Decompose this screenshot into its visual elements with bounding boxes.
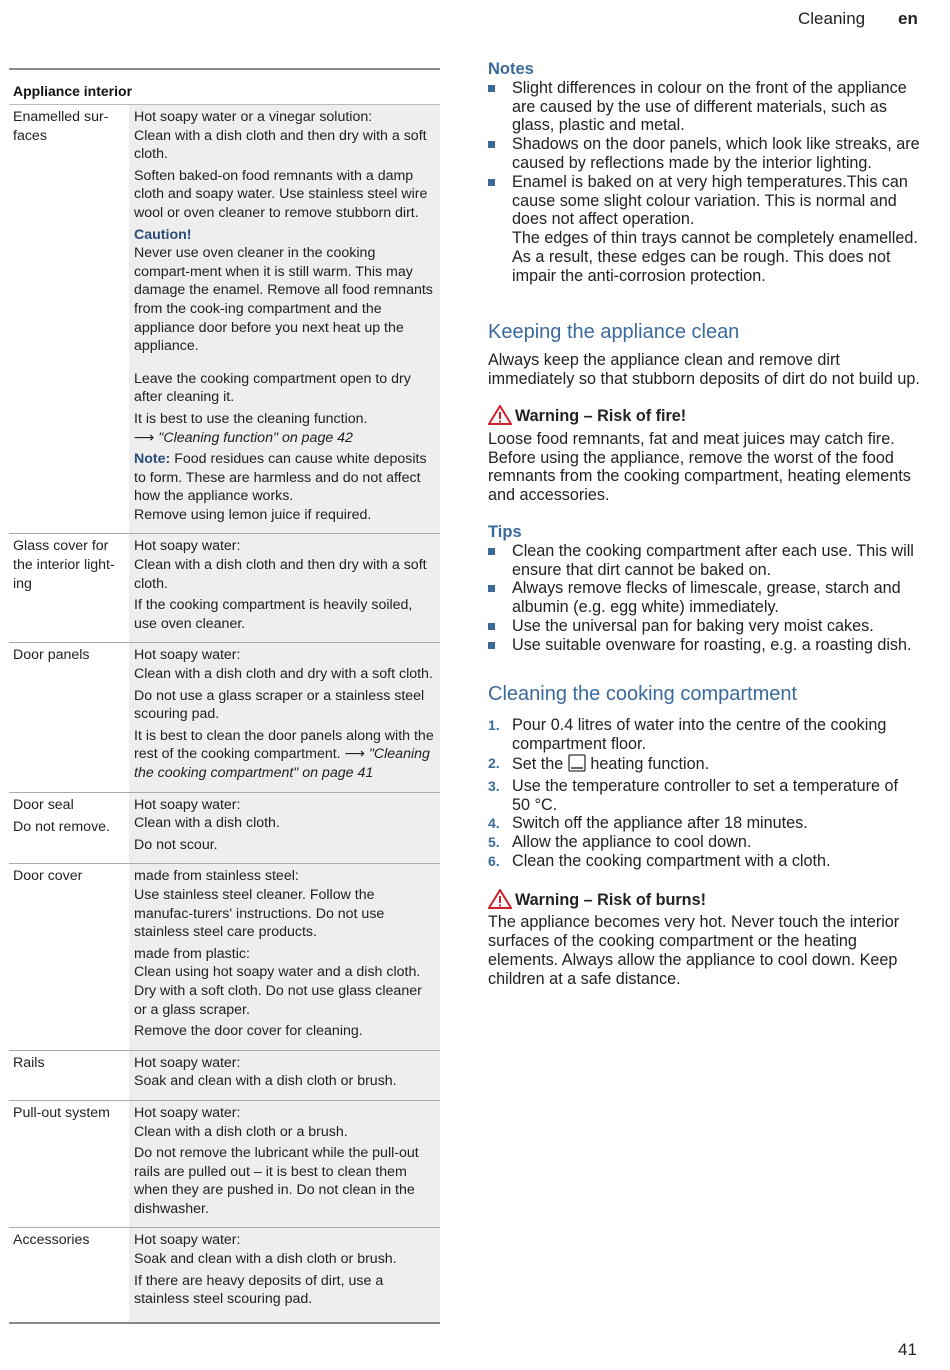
cell-text: Do not scour. xyxy=(134,836,218,853)
cell-text: Hot soapy water or a vinegar solution: Clean with a dish cloth and then dry with a soft cloth. xyxy=(134,109,427,163)
header-section-title: Cleaning xyxy=(798,9,866,28)
table-row xyxy=(9,793,440,865)
row-label: Door cover xyxy=(13,868,83,885)
cell-text: Do not remove the lubricant while the pull-out rails are pulled out – it is best to clean them when they are pushed in. Do not clean in the dishwasher. xyxy=(134,1145,419,1217)
row-label: Pull-out system xyxy=(13,1104,110,1121)
cell-text: If there are heavy deposits of dirt, use a stainless steel scouring pad. xyxy=(134,1272,384,1308)
bullet-icon xyxy=(488,585,495,592)
cell-text: made from plastic: Clean using hot soapy water and a dish cloth. Dry with a soft cloth. Do not use glass cleaner or a glass scraper. xyxy=(134,945,422,1018)
warning-icon xyxy=(488,405,512,430)
cell-text: made from stainless steel: Use stainless steel cleaner. Follow the manufac-turers' instructions. Do not use stainless steel care products. xyxy=(134,868,385,941)
cell-text: It is best to use the cleaning function. xyxy=(134,410,368,427)
list-item: Always remove flecks of limescale, grease, starch and albumin (e.g. egg white) immediately. xyxy=(488,579,920,617)
bullet-icon xyxy=(488,548,495,555)
section-heading-cleaning: Cleaning the cooking compartment xyxy=(488,682,798,705)
table-row xyxy=(9,864,440,1050)
cell-text: Hot soapy water: Soak and clean with a dish cloth or brush. xyxy=(134,1054,397,1090)
row-label: Enamelled sur-faces xyxy=(13,109,109,144)
arrow-right-icon: ⟶ xyxy=(344,746,365,763)
row-label: Door seal xyxy=(13,796,74,813)
keeping-text: Always keep the appliance clean and remove dirt immediately so that stubborn deposits of dirt do not build up. xyxy=(488,351,920,389)
table-row xyxy=(9,1228,440,1323)
row-label: Rails xyxy=(13,1054,45,1071)
list-item: 3. Use the temperature controller to set a temperature of 50 °C. xyxy=(488,776,898,814)
list-item: Shadows on the door panels, which look like streaks, are caused by reflections made by the interior lighting. xyxy=(488,135,920,173)
bullet-icon xyxy=(488,141,495,148)
steps-list xyxy=(488,716,920,870)
row-sublabel: Do not remove. xyxy=(13,818,110,835)
cell-text: Hot soapy water: Soak and clean with a dish cloth or brush. xyxy=(134,1232,397,1268)
cell-text: Remove using lemon juice if required. xyxy=(134,506,372,523)
caution-label: Caution! xyxy=(134,226,192,243)
cell-text: Hot soapy water: Clean with a dish cloth and then dry with a soft cloth. xyxy=(134,538,427,592)
list-item: Use the universal pan for baking very moist cakes. xyxy=(488,617,920,636)
list-item: 5. Allow the appliance to cool down. xyxy=(488,833,752,852)
row-label: Accessories xyxy=(13,1232,90,1249)
bottom-heat-icon xyxy=(568,754,586,777)
burn-warning-title: Warning – Risk of burns! xyxy=(488,889,920,914)
cell-text: Hot soapy water: Clean with a dish cloth. xyxy=(134,796,280,832)
warning-icon xyxy=(488,889,512,914)
cross-reference-link[interactable]: ⟶ "Cleaning function" on page 42 xyxy=(134,429,353,446)
arrow-right-icon: ⟶ xyxy=(134,429,155,446)
list-item: 1. Pour 0.4 litres of water into the centre of the cooking compartment floor. xyxy=(488,716,887,754)
list-item: Clean the cooking compartment after each use. This will ensure that dirt cannot be baked on. xyxy=(488,542,920,580)
list-item: Use suitable ovenware for roasting, e.g. a roasting dish. xyxy=(488,636,920,655)
notes-title: Notes xyxy=(488,60,534,78)
bullet-icon xyxy=(488,179,495,186)
table-row xyxy=(9,105,440,534)
table-row xyxy=(9,534,440,643)
tips-list xyxy=(488,542,920,655)
cell-text: It is best to clean the door panels along with the rest of the cooking compartment. ⟶ "Cleaning the cooking compartment" on page 41 xyxy=(134,727,434,781)
tips-title: Tips xyxy=(488,522,522,541)
cell-text: Leave the cooking compartment open to dry after cleaning it. xyxy=(134,370,411,406)
fire-warning-title: Warning – Risk of fire! xyxy=(488,405,920,430)
cross-reference-link[interactable]: ⟶ "Cleaning the cooking compartment" on page 41 xyxy=(134,746,430,781)
cell-text: Remove the door cover for cleaning. xyxy=(134,1023,363,1040)
notes-list xyxy=(488,79,920,286)
bullet-icon xyxy=(488,85,495,92)
list-item: 4. Switch off the appliance after 18 minutes. xyxy=(488,814,808,833)
table-title: Appliance interior xyxy=(9,70,440,105)
table-row xyxy=(9,643,440,792)
row-label: Glass cover for the interior light-ing xyxy=(13,538,115,593)
section-heading-keeping: Keeping the appliance clean xyxy=(488,320,740,343)
burn-warning-text: The appliance becomes very hot. Never touch the interior surfaces of the cooking compartment or the heating elements. Always allow the appliance to cool down. Keep children at a safe distance. xyxy=(488,913,900,988)
bullet-icon xyxy=(488,623,495,630)
row-label: Door panels xyxy=(13,647,90,664)
page-number: 41 xyxy=(898,1340,917,1359)
header-language: en xyxy=(898,9,918,28)
bullet-icon xyxy=(488,642,495,649)
list-item: 6. Clean the cooking compartment with a cloth. xyxy=(488,851,831,870)
cell-text: Never use oven cleaner in the cooking compart-ment when it is still warm. This may damage the enamel. Remove all food remnants from the cook-ing compartment and the appliance door before you next heat up the appliance. xyxy=(134,245,433,355)
cell-text: Do not use a glass scraper or a stainless steel scouring pad. xyxy=(134,687,425,723)
list-item: 2. Set the heating function. xyxy=(488,754,920,777)
cell-text: Hot soapy water: Clean with a dish cloth or a brush. xyxy=(134,1104,348,1140)
cell-text: Soften baked-on food remnants with a damp cloth and soapy water. Use stainless steel wire wool or oven cleaner to remove stubborn dirt. xyxy=(134,167,428,221)
list-item: Slight differences in colour on the front of the appliance are caused by the use of different materials, such as glass, plastic and metal. xyxy=(488,79,920,135)
table-row xyxy=(9,1051,440,1101)
right-column xyxy=(488,60,920,989)
cell-text: If the cooking compartment is heavily soiled, use oven cleaner. xyxy=(134,597,413,632)
list-item: Enamel is baked on at very high temperatures.This can cause some slight colour variation. This is normal and does not affect operation. The edges of thin trays cannot be completely enamelled. As a result, these edges can be rough. This does not impair the anti-corrosion protection. xyxy=(488,173,920,286)
fire-warning-text: Loose food remnants, fat and meat juices may catch fire. Before using the appliance, remove the worst of the food remnants from the cooking compartment, heating elements and accessories. xyxy=(488,429,911,505)
table-row xyxy=(9,1101,440,1229)
note-text: Note: Food residues can cause white deposits to form. These are harmless and do not affect how the appliance works. xyxy=(134,451,427,505)
cell-text: Hot soapy water: Clean with a dish cloth and dry with a soft cloth. xyxy=(134,647,433,683)
cleaning-table xyxy=(9,68,440,1324)
